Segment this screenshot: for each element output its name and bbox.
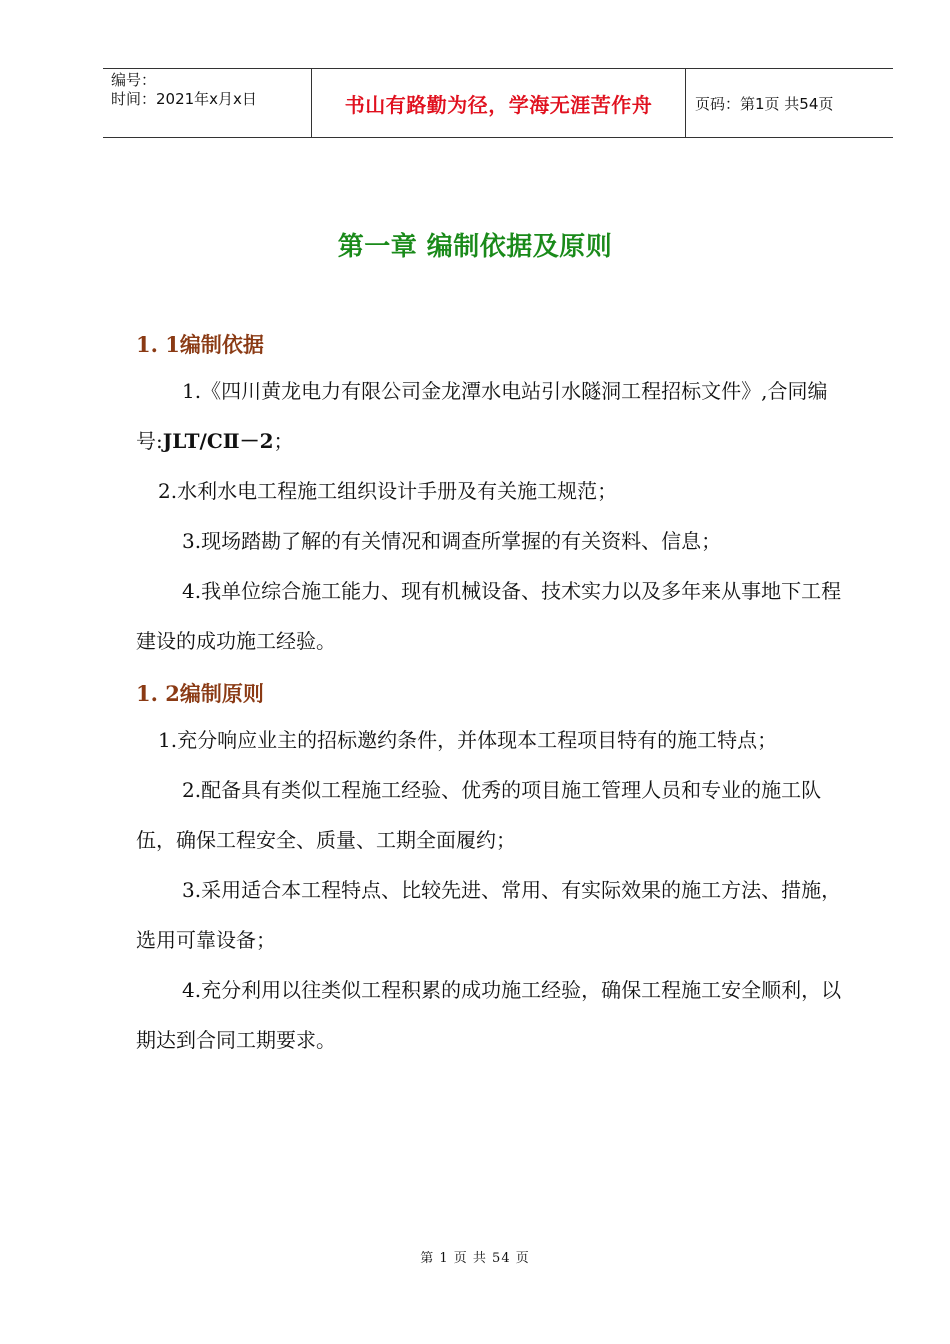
section-2-item-2: 2.配备具有类似工程施工经验、优秀的项目施工管理人员和专业的施工队伍，确保工程安全、质量、工期全面履约；	[136, 778, 822, 852]
section-1-item-1: 1.《四川黄龙电力有限公司金龙潭水电站引水隧洞工程招标文件》,合同编号:JLT/CⅡ－2；	[136, 379, 828, 453]
header-motto: 书山有路勤为径，学海无涯苦作舟	[312, 69, 686, 137]
contract-code: JLT/CⅡ－2	[162, 429, 274, 453]
section-2-title: 1. 2编制原则	[136, 681, 264, 706]
section-1-item-3: 3.现场踏勘了解的有关情况和调查所掌握的有关资料、信息；	[182, 529, 722, 553]
header-meta-cell	[103, 69, 312, 137]
header-table	[103, 68, 893, 138]
section-1-body	[136, 366, 858, 666]
page-footer: 第 1 页 共 54 页	[420, 1251, 530, 1266]
section-1-item-2: 2.水利水电工程施工组织设计手册及有关施工规范；	[158, 479, 618, 503]
section-2-item-3: 3.采用适合本工程特点、比较先进、常用、有实际效果的施工方法、措施，选用可靠设备；	[136, 878, 842, 952]
section-2-item-1: 1.充分响应业主的招标邀约条件，并体现本工程项目特有的施工特点；	[158, 728, 778, 752]
document-number-label: 编号：	[111, 71, 157, 89]
section-1-title: 1. 1编制依据	[136, 332, 264, 357]
header-page-info: 页码：第1页 共54页	[695, 94, 834, 113]
section-2-body	[136, 715, 858, 1065]
document-time-label: 时间：2021年x月x日	[111, 90, 257, 108]
chapter-title: 第一章 编制依据及原则	[337, 232, 613, 262]
section-2-item-4: 4.充分利用以往类似工程积累的成功施工经验，确保工程施工安全顺利，以期达到合同工期要求。	[136, 978, 842, 1052]
section-1-item-4: 4.我单位综合施工能力、现有机械设备、技术实力以及多年来从事地下工程建设的成功施工经验。	[136, 579, 842, 653]
